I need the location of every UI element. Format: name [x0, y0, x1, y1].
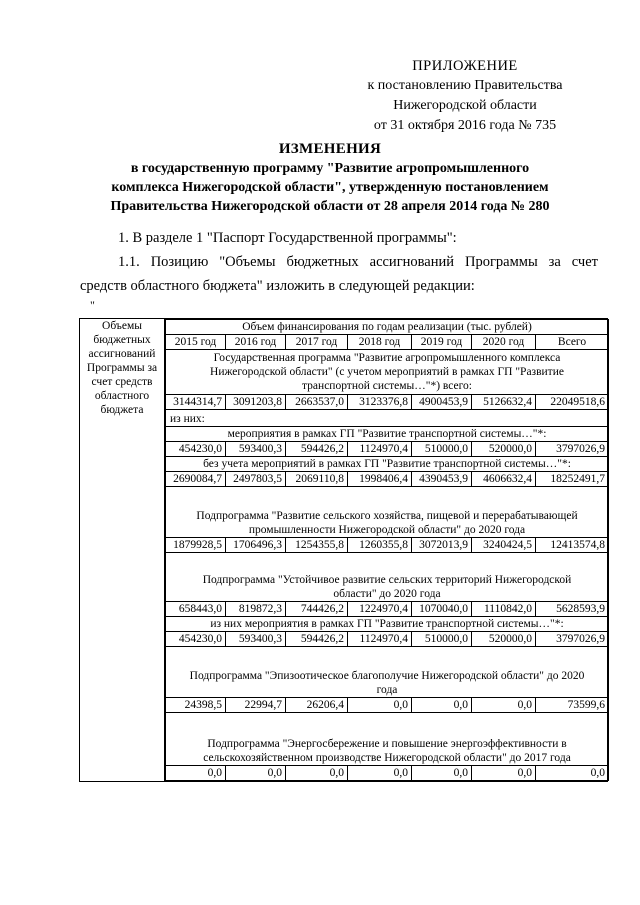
value-cell: 1110842,0 — [472, 602, 536, 617]
value-cell: 658443,0 — [166, 602, 226, 617]
value-cell: 1224970,4 — [348, 602, 412, 617]
value-cell: 0,0 — [412, 698, 472, 713]
value-cell: 22049518,6 — [536, 395, 609, 410]
financing-cell — [165, 319, 608, 782]
value-cell: 1706496,3 — [226, 538, 286, 553]
financing-header: Объем финансирования по годам реализации (тыс. рублей) — [166, 320, 609, 335]
appendix-title: ПРИЛОЖЕНИЕ — [412, 58, 518, 74]
value-cell: 5628593,9 — [536, 602, 609, 617]
transport-values-row — [166, 442, 609, 457]
value-cell: 454230,0 — [166, 632, 226, 647]
title-line-4: Правительства Нижегородской области от 28 апреля 2014 года № 280 — [110, 199, 550, 214]
subprogram-3-values-row — [166, 698, 609, 713]
value-cell: 3797026,9 — [536, 632, 609, 647]
state-program-label: Государственная программа "Развитие агропромышленного комплекса Нижегородской области" (с учетом мероприятий в рамках ГП "Развитие транспортной системы…"*) всего: — [166, 350, 609, 395]
subprogram-1-values-row — [166, 538, 609, 553]
title-line-3: комплекса Нижегородской области", утвержденную постановлением — [111, 180, 549, 195]
year-cell: 2015 год — [166, 335, 226, 350]
value-cell: 1124970,4 — [348, 632, 412, 647]
left-label: Объемы бюджетных ассигнований Программы за счет средств областного бюджета — [80, 319, 165, 782]
value-cell: 3091203,8 — [226, 395, 286, 410]
financing-inner-table — [165, 319, 609, 781]
appendix-line-3: Нижегородской области — [393, 98, 537, 113]
title-line-2: в государственную программу "Развитие агропромышленного — [130, 161, 530, 176]
budget-table — [79, 318, 608, 782]
subprogram-2-values-row — [166, 602, 609, 617]
of-them-label: из них: — [166, 410, 609, 427]
year-cell: 2019 год — [412, 335, 472, 350]
value-cell: 3123376,8 — [348, 395, 412, 410]
appendix-block — [330, 56, 600, 136]
value-cell: 0,0 — [536, 766, 609, 781]
value-cell: 594426,2 — [286, 632, 348, 647]
value-cell: 1124970,4 — [348, 442, 412, 457]
value-cell: 26206,4 — [286, 698, 348, 713]
appendix-line-4: от 31 октября 2016 года № 735 — [373, 118, 557, 133]
year-cell: 2018 год — [348, 335, 412, 350]
value-cell: 0,0 — [412, 766, 472, 781]
value-cell: 1260355,8 — [348, 538, 412, 553]
value-cell: 593400,3 — [226, 632, 286, 647]
value-cell: 0,0 — [472, 766, 536, 781]
transport-label: мероприятия в рамках ГП "Развитие транспортной системы…"*: — [166, 427, 609, 442]
value-cell: 12413574,8 — [536, 538, 609, 553]
subprogram-3-label: Подпрограмма "Эпизоотическое благополучие Нижегородской области" до 2020 года — [166, 647, 609, 698]
value-cell: 2663537,0 — [286, 395, 348, 410]
value-cell: 2690084,7 — [166, 472, 226, 487]
value-cell: 2497803,5 — [226, 472, 286, 487]
value-cell: 0,0 — [226, 766, 286, 781]
value-cell: 454230,0 — [166, 442, 226, 457]
value-cell: 744426,2 — [286, 602, 348, 617]
value-cell: 1998406,4 — [348, 472, 412, 487]
opening-quote: " — [90, 298, 95, 312]
value-cell: 594426,2 — [286, 442, 348, 457]
value-cell: 4900453,9 — [412, 395, 472, 410]
subprogram-2-transport-values-row — [166, 632, 609, 647]
year-cell: 2017 год — [286, 335, 348, 350]
without-transport-values-row — [166, 472, 609, 487]
year-cell: Всего — [536, 335, 609, 350]
value-cell: 510000,0 — [412, 632, 472, 647]
value-cell: 24398,5 — [166, 698, 226, 713]
title-heading: ИЗМЕНЕНИЯ — [278, 141, 382, 157]
value-cell: 0,0 — [348, 766, 412, 781]
value-cell: 819872,3 — [226, 602, 286, 617]
value-cell: 0,0 — [348, 698, 412, 713]
subprogram-2-label: Подпрограмма "Устойчивое развитие сельских территорий Нижегородской области" до 2020 года — [166, 553, 609, 602]
value-cell: 0,0 — [286, 766, 348, 781]
paragraph-3: средств областного бюджета" изложить в следующей редакции: — [80, 278, 475, 294]
value-cell: 520000,0 — [472, 632, 536, 647]
value-cell: 5126632,4 — [472, 395, 536, 410]
value-cell: 4606632,4 — [472, 472, 536, 487]
year-cell: 2020 год — [472, 335, 536, 350]
value-cell: 1070040,0 — [412, 602, 472, 617]
paragraph-2: 1.1. Позицию "Объемы бюджетных ассигнований Программы за счет — [118, 254, 598, 270]
years-row — [166, 335, 609, 350]
value-cell: 520000,0 — [472, 442, 536, 457]
value-cell: 0,0 — [472, 698, 536, 713]
subprogram-4-values-row — [166, 766, 609, 781]
value-cell: 593400,3 — [226, 442, 286, 457]
value-cell: 4390453,9 — [412, 472, 472, 487]
value-cell: 3144314,7 — [166, 395, 226, 410]
value-cell: 3240424,5 — [472, 538, 536, 553]
state-program-values-row — [166, 395, 609, 410]
document-title — [60, 140, 600, 216]
value-cell: 3797026,9 — [536, 442, 609, 457]
subprogram-2-transport-label: из них мероприятия в рамках ГП "Развитие транспортной системы…"*: — [166, 617, 609, 632]
value-cell: 0,0 — [166, 766, 226, 781]
value-cell: 18252491,7 — [536, 472, 609, 487]
value-cell: 1254355,8 — [286, 538, 348, 553]
value-cell: 2069110,8 — [286, 472, 348, 487]
without-transport-label: без учета мероприятий в рамках ГП "Развитие транспортной системы…"*: — [166, 457, 609, 472]
appendix-line-2: к постановлению Правительства — [367, 78, 563, 93]
subprogram-4-label: Подпрограмма "Энергосбережение и повышение энергоэффективности в сельскохозяйственном производстве Нижегородской области" до 2017 года — [166, 713, 609, 766]
value-cell: 73599,6 — [536, 698, 609, 713]
value-cell: 22994,7 — [226, 698, 286, 713]
value-cell: 3072013,9 — [412, 538, 472, 553]
value-cell: 1879928,5 — [166, 538, 226, 553]
subprogram-1-label: Подпрограмма "Развитие сельского хозяйства, пищевой и перерабатывающей промышленности Нижегородской области" до 2020 года — [166, 487, 609, 538]
year-cell: 2016 год — [226, 335, 286, 350]
value-cell: 510000,0 — [412, 442, 472, 457]
paragraph-1: 1. В разделе 1 "Паспорт Государственной программы": — [118, 230, 457, 246]
